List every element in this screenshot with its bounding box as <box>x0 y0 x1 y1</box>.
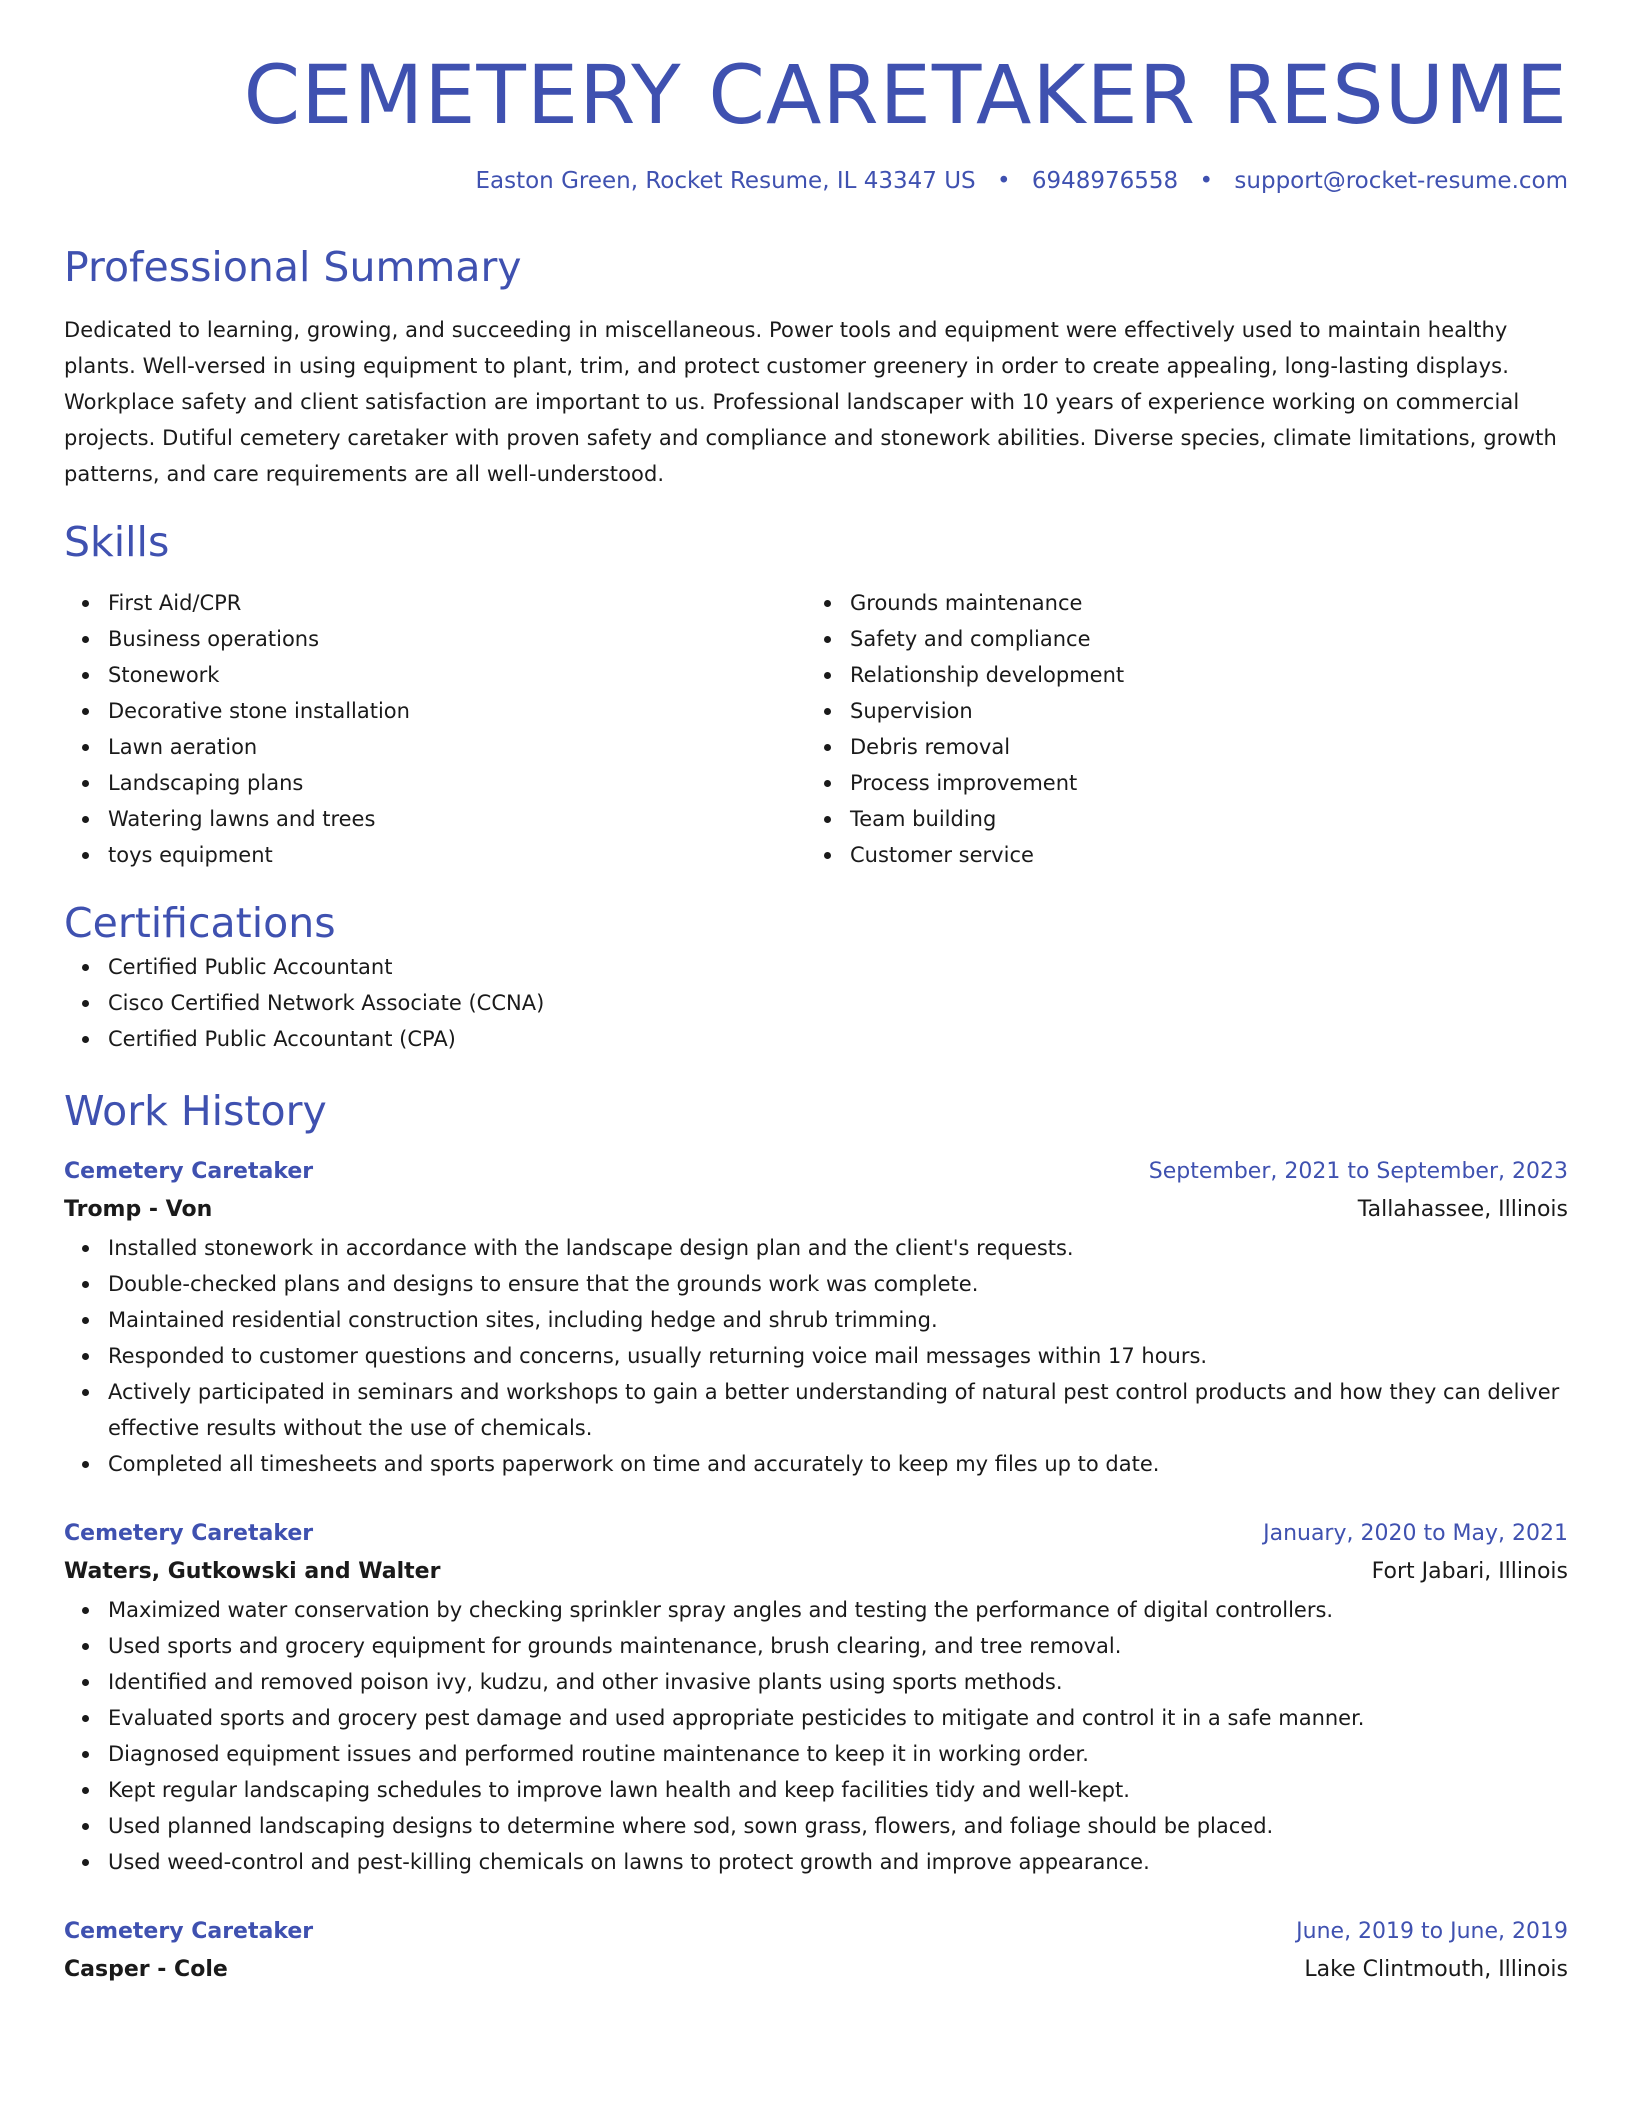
job-bullet: Double-checked plans and designs to ensure that the grounds work was complete. <box>108 1266 1568 1302</box>
job-entry <box>64 1154 1568 1482</box>
job-title: Cemetery Caretaker <box>64 1520 314 1546</box>
job-bullet-list <box>64 1592 1568 1880</box>
job-bullet: Evaluated sports and grocery pest damage and used appropriate pesticides to mitigate and control it in a safe manner. <box>108 1700 1568 1736</box>
skills-column-right <box>806 585 1548 873</box>
certification-item: Certified Public Accountant <box>108 949 1568 985</box>
skill-item: Watering lawns and trees <box>108 801 806 837</box>
job-dates: June, 2019 to June, 2019 <box>1296 1918 1568 1944</box>
job-bullet: Actively participated in seminars and workshops to gain a better understanding of natural pest control products and how they can deliver effective results without the use of chemicals. <box>108 1374 1568 1446</box>
job-bullet-list <box>64 1230 1568 1482</box>
job-location: Tallahassee, Illinois <box>1357 1196 1568 1222</box>
job-dates: September, 2021 to September, 2023 <box>1148 1158 1568 1184</box>
skills-list <box>64 585 1568 873</box>
job-bullet: Identified and removed poison ivy, kudzu, and other invasive plants using sports methods. <box>108 1664 1568 1700</box>
contact-email[interactable]: support@rocket-resume.com <box>1234 168 1568 195</box>
resume-page <box>64 0 1568 1990</box>
work-history-heading: Work History <box>64 1086 327 1135</box>
skill-item: Supervision <box>850 693 1548 729</box>
job-entry <box>64 1516 1568 1880</box>
contact-separator: • <box>1199 168 1214 195</box>
skill-item: Business operations <box>108 621 806 657</box>
resume-title: CEMETERY CARETAKER RESUME <box>243 49 1568 143</box>
job-bullet: Used weed-control and pest-killing chemicals on lawns to protect growth and improve appearance. <box>108 1844 1568 1880</box>
skill-item: Team building <box>850 801 1548 837</box>
contact-line <box>64 167 1568 197</box>
certifications-heading: Certifications <box>64 899 336 948</box>
skill-item: First Aid/CPR <box>108 585 806 621</box>
job-bullet: Maintained residential construction sites, including hedge and shrub trimming. <box>108 1302 1568 1338</box>
summary-text: Dedicated to learning, growing, and succeeding in miscellaneous. Power tools and equipment were effectively used to maintain healthy plants. Well-versed in using equipment to plant, trim, and protect customer greenery in order to create appealing, long-lasting displays. Workplace safety and client satisfaction are important to us. Professional landscaper with 10 years of experience working on commercial projects. Dutiful cemetery caretaker with proven safety and compliance and stonework abilities. Diverse species, climate limitations, growth patterns, and care requirements are all well-understood. <box>64 318 1557 487</box>
job-entry <box>64 1914 1568 1990</box>
job-bullet: Kept regular landscaping schedules to improve lawn health and keep facilities tidy and well-kept. <box>108 1772 1568 1808</box>
job-bullet: Maximized water conservation by checking sprinkler spray angles and testing the performance of digital controllers. <box>108 1592 1568 1628</box>
skills-heading: Skills <box>64 518 170 567</box>
contact-phone[interactable]: 6948976558 <box>1031 168 1179 195</box>
job-bullet: Completed all timesheets and sports paperwork on time and accurately to keep my files up to date. <box>108 1446 1568 1482</box>
job-title: Cemetery Caretaker <box>64 1918 314 1944</box>
job-location: Lake Clintmouth, Illinois <box>1304 1956 1568 1982</box>
skill-item: Landscaping plans <box>108 765 806 801</box>
job-bullet: Used sports and grocery equipment for grounds maintenance, brush clearing, and tree removal. <box>108 1628 1568 1664</box>
certifications-list <box>64 949 1568 1057</box>
skill-item: Debris removal <box>850 729 1548 765</box>
job-company: Casper - Cole <box>64 1956 228 1982</box>
contact-separator: • <box>996 168 1011 195</box>
skill-item: Lawn aeration <box>108 729 806 765</box>
certification-item: Cisco Certified Network Associate (CCNA) <box>108 985 1568 1021</box>
skills-column-left <box>64 585 806 873</box>
job-location: Fort Jabari, Illinois <box>1371 1558 1568 1584</box>
skill-item: Stonework <box>108 657 806 693</box>
skill-item: toys equipment <box>108 837 806 873</box>
skill-item: Relationship development <box>850 657 1548 693</box>
summary-heading: Professional Summary <box>64 242 522 291</box>
job-company: Waters, Gutkowski and Walter <box>64 1558 441 1584</box>
job-bullet: Responded to customer questions and concerns, usually returning voice mail messages within 17 hours. <box>108 1338 1568 1374</box>
skill-item: Customer service <box>850 837 1548 873</box>
skill-item: Decorative stone installation <box>108 693 806 729</box>
job-title: Cemetery Caretaker <box>64 1158 314 1184</box>
job-bullet: Diagnosed equipment issues and performed routine maintenance to keep it in working order. <box>108 1736 1568 1772</box>
contact-address: Easton Green, Rocket Resume, IL 43347 US <box>475 168 976 195</box>
job-bullet: Used planned landscaping designs to determine where sod, sown grass, flowers, and foliage should be placed. <box>108 1808 1568 1844</box>
job-dates: January, 2020 to May, 2021 <box>1263 1520 1568 1546</box>
skill-item: Safety and compliance <box>850 621 1548 657</box>
certification-item: Certified Public Accountant (CPA) <box>108 1021 1568 1057</box>
skill-item: Process improvement <box>850 765 1548 801</box>
skill-item: Grounds maintenance <box>850 585 1548 621</box>
job-bullet: Installed stonework in accordance with the landscape design plan and the client's requests. <box>108 1230 1568 1266</box>
job-company: Tromp - Von <box>64 1196 213 1222</box>
